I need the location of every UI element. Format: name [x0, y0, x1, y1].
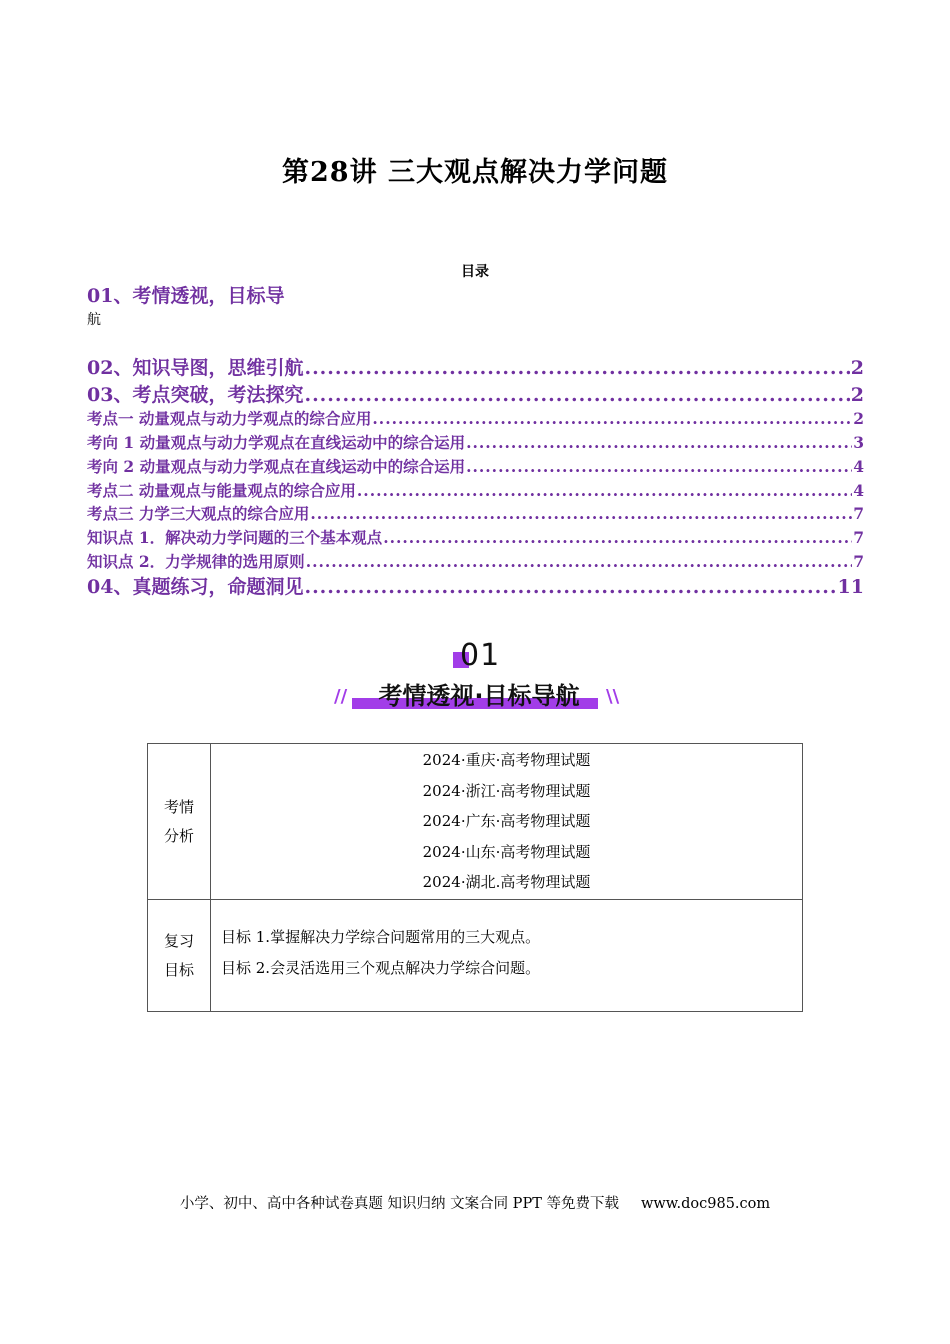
- label-line: 分析: [163, 826, 194, 845]
- toc-page-number: 11: [837, 576, 864, 598]
- toc-leader: [304, 357, 849, 379]
- exam-item: 2024·浙江·高考物理试题: [422, 781, 591, 800]
- toc-entry-kaoxiang-2[interactable]: [87, 455, 864, 477]
- toc-entry-kaodian-3[interactable]: [87, 502, 864, 524]
- toc-leader: [304, 384, 849, 406]
- toc-entry-kaoxiang-1[interactable]: [87, 431, 864, 453]
- analysis-table: [147, 743, 803, 1012]
- footer-text: 小学、初中、高中各种试卷真题 知识归纳 文案合同 PPT 等免费下载: [179, 1196, 619, 1212]
- toc-entry-text: 知识点 2．力学规律的选用原则: [87, 552, 305, 571]
- section-banner: [330, 640, 620, 715]
- toc-page-number: 3: [853, 433, 864, 452]
- toc-entry-kaodian-1[interactable]: [87, 407, 864, 429]
- toc-page-number: 4: [853, 457, 864, 476]
- toc-entry-text: 03、考点突破，考法探究: [87, 384, 304, 406]
- toc-entry-text: 04、真题练习，命题洞见: [87, 576, 304, 598]
- exam-item: 2024·山东·高考物理试题: [422, 842, 591, 861]
- toc-page-number: 7: [853, 528, 864, 547]
- goal-list: [211, 900, 803, 1012]
- toc-entry-text: 02、知识导图，思维引航: [87, 357, 304, 379]
- toc-page-number: 4: [853, 481, 864, 500]
- toc-page-number: 2: [850, 357, 864, 379]
- label-line: 目标: [163, 961, 194, 979]
- exam-list: [211, 744, 803, 900]
- row-label-analysis: [148, 744, 211, 900]
- toc-entry-zhishidian-1[interactable]: [87, 526, 864, 548]
- toc-leader: [304, 576, 836, 598]
- toc-entry-01[interactable]: 01、考情透视，目标导: [87, 285, 285, 307]
- toc-leader: [372, 409, 852, 428]
- toc-entry-text: 考点三 力学三大观点的综合应用: [87, 504, 310, 523]
- document-title: 第28讲 三大观点解决力学问题: [282, 157, 668, 188]
- banner-right-slashes: \\: [606, 686, 620, 707]
- toc-page-number: 7: [853, 504, 864, 523]
- toc-entry-04[interactable]: [87, 572, 864, 599]
- label-line: 复习: [163, 932, 194, 950]
- exam-item: 2024·湖北.高考物理试题: [422, 873, 591, 892]
- toc-entry-zhishidian-2[interactable]: [87, 550, 864, 572]
- goal-item: 目标 2.会灵活选用三个观点解决力学综合问题。: [221, 958, 541, 977]
- toc-leader: [383, 528, 852, 547]
- toc-entry-text: 考点一 动量观点与动力学观点的综合应用: [87, 409, 372, 428]
- page-footer: [0, 1192, 950, 1213]
- toc-entry-kaodian-2[interactable]: [87, 479, 864, 501]
- toc-leader: [306, 552, 853, 571]
- table-row: [148, 900, 803, 1012]
- toc-leader: [310, 504, 852, 523]
- toc-page-number: 7: [853, 552, 864, 571]
- footer-link[interactable]: www.doc985.com: [640, 1196, 771, 1212]
- exam-item: 2024·重庆·高考物理试题: [422, 751, 591, 770]
- banner-left-slashes: //: [334, 686, 348, 707]
- label-line: 考情: [163, 797, 194, 816]
- toc-page-number: 2: [853, 409, 864, 428]
- toc-entry-02[interactable]: [87, 353, 864, 380]
- toc-heading: 目录: [461, 264, 489, 280]
- toc-entry-01-wrap: 航: [87, 312, 101, 328]
- toc-leader: [466, 433, 852, 452]
- table-row: [148, 744, 803, 900]
- toc-page-number: 2: [850, 384, 864, 406]
- goal-item: 目标 1.掌握解决力学综合问题常用的三大观点。: [221, 927, 541, 946]
- toc-leader: [466, 457, 852, 476]
- toc-entry-text: 考点二 动量观点与能量观点的综合应用: [87, 481, 356, 500]
- banner-number: 01: [460, 638, 501, 673]
- banner-label: 考情透视·目标导航: [378, 682, 580, 710]
- toc-entry-text: 考向 1 动量观点与动力学观点在直线运动中的综合运用: [87, 433, 466, 452]
- exam-item: 2024·广东·高考物理试题: [422, 812, 591, 831]
- toc-leader: [357, 481, 852, 500]
- toc-entry-03[interactable]: [87, 380, 864, 407]
- toc-entry-text: 知识点 1．解决动力学问题的三个基本观点: [87, 528, 383, 547]
- toc-entry-text: 考向 2 动量观点与动力学观点在直线运动中的综合运用: [87, 457, 466, 476]
- row-label-goals: [148, 900, 211, 1012]
